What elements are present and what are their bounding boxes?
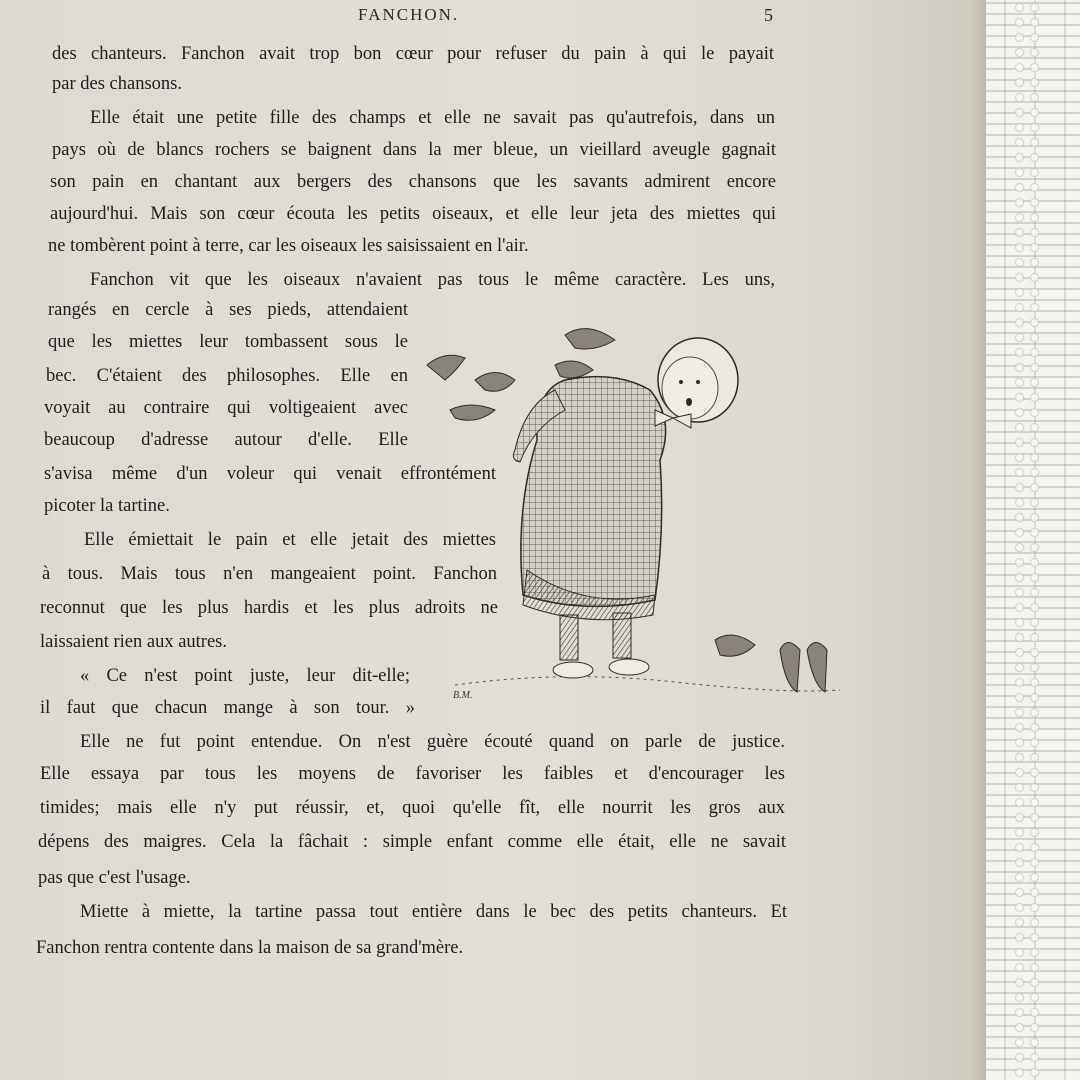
text-line: que les miettes leur tombassent sous le xyxy=(48,332,408,352)
text-line: voyait au contraire qui voltigeaient avec xyxy=(44,398,408,418)
text-line: Elle ne fut point entendue. On n'est guère écouté quand on parle de justice. xyxy=(80,732,785,752)
text-line: ne tombèrent point à terre, car les oiseaux les saisissaient en l'air. xyxy=(48,236,529,256)
text-line: Fanchon vit que les oiseaux n'avaient pas tous le même caractère. Les uns, xyxy=(90,270,775,290)
text-line: picoter la tartine. xyxy=(44,496,170,516)
text-line: Elle émiettait le pain et elle jetait des miettes xyxy=(84,530,496,550)
text-line: bec. C'étaient des philosophes. Elle en xyxy=(46,366,408,386)
girl-feeding-birds-illustration xyxy=(415,310,845,705)
text-line: reconnut que les plus hardis et les plus adroits ne xyxy=(40,598,498,618)
text-line: des chanteurs. Fanchon avait trop bon cœur pour refuser du pain à qui le payait xyxy=(52,44,774,64)
page-edge xyxy=(968,0,986,1080)
illustration-signature: B.M. xyxy=(453,690,473,701)
text-line: s'avisa même d'un voleur qui venait effrontément xyxy=(44,464,496,484)
text-line: par des chansons. xyxy=(52,74,182,94)
text-line: il faut que chacun mange à son tour. » xyxy=(40,698,415,718)
text-line: pas que c'est l'usage. xyxy=(38,868,191,888)
text-line: laissaient rien aux autres. xyxy=(40,632,227,652)
text-line: pays où de blancs rochers se baignent dans la mer bleue, un vieillard aveugle gagnait xyxy=(52,140,776,160)
text-line: « Ce n'est point juste, leur dit-elle; xyxy=(80,666,410,686)
page-number: 5 xyxy=(764,5,773,25)
text-line: Miette à miette, la tartine passa tout entière dans le bec des petits chanteurs. Et xyxy=(80,902,787,922)
text-line: aujourd'hui. Mais son cœur écouta les petits oiseaux, et elle leur jeta des miettes qui xyxy=(50,204,776,224)
text-line: Elle essaya par tous les moyens de favoriser les faibles et d'encourager les xyxy=(40,764,785,784)
text-line: beaucoup d'adresse autour d'elle. Elle xyxy=(44,430,408,450)
text-line: Elle était une petite fille des champs et elle ne savait pas qu'autrefois, dans un xyxy=(90,108,775,128)
text-line: à tous. Mais tous n'en mangeaient point. Fanchon xyxy=(42,564,497,584)
lace-pattern-band xyxy=(1012,0,1042,1080)
text-line: Fanchon rentra contente dans la maison de sa grand'mère. xyxy=(36,938,464,958)
text-line: son pain en chantant aux bergers des chansons que les savants admirent encore xyxy=(50,172,776,192)
text-line: rangés en cercle à ses pieds, attendaient xyxy=(48,300,408,320)
text-line: timides; mais elle n'y put réussir, et, quoi qu'elle fît, elle nourrit les gros aux xyxy=(40,798,785,818)
running-head: FANCHON. xyxy=(358,5,460,24)
text-line: dépens des maigres. Cela la fâchait : simple enfant comme elle était, elle ne savait xyxy=(38,832,786,852)
